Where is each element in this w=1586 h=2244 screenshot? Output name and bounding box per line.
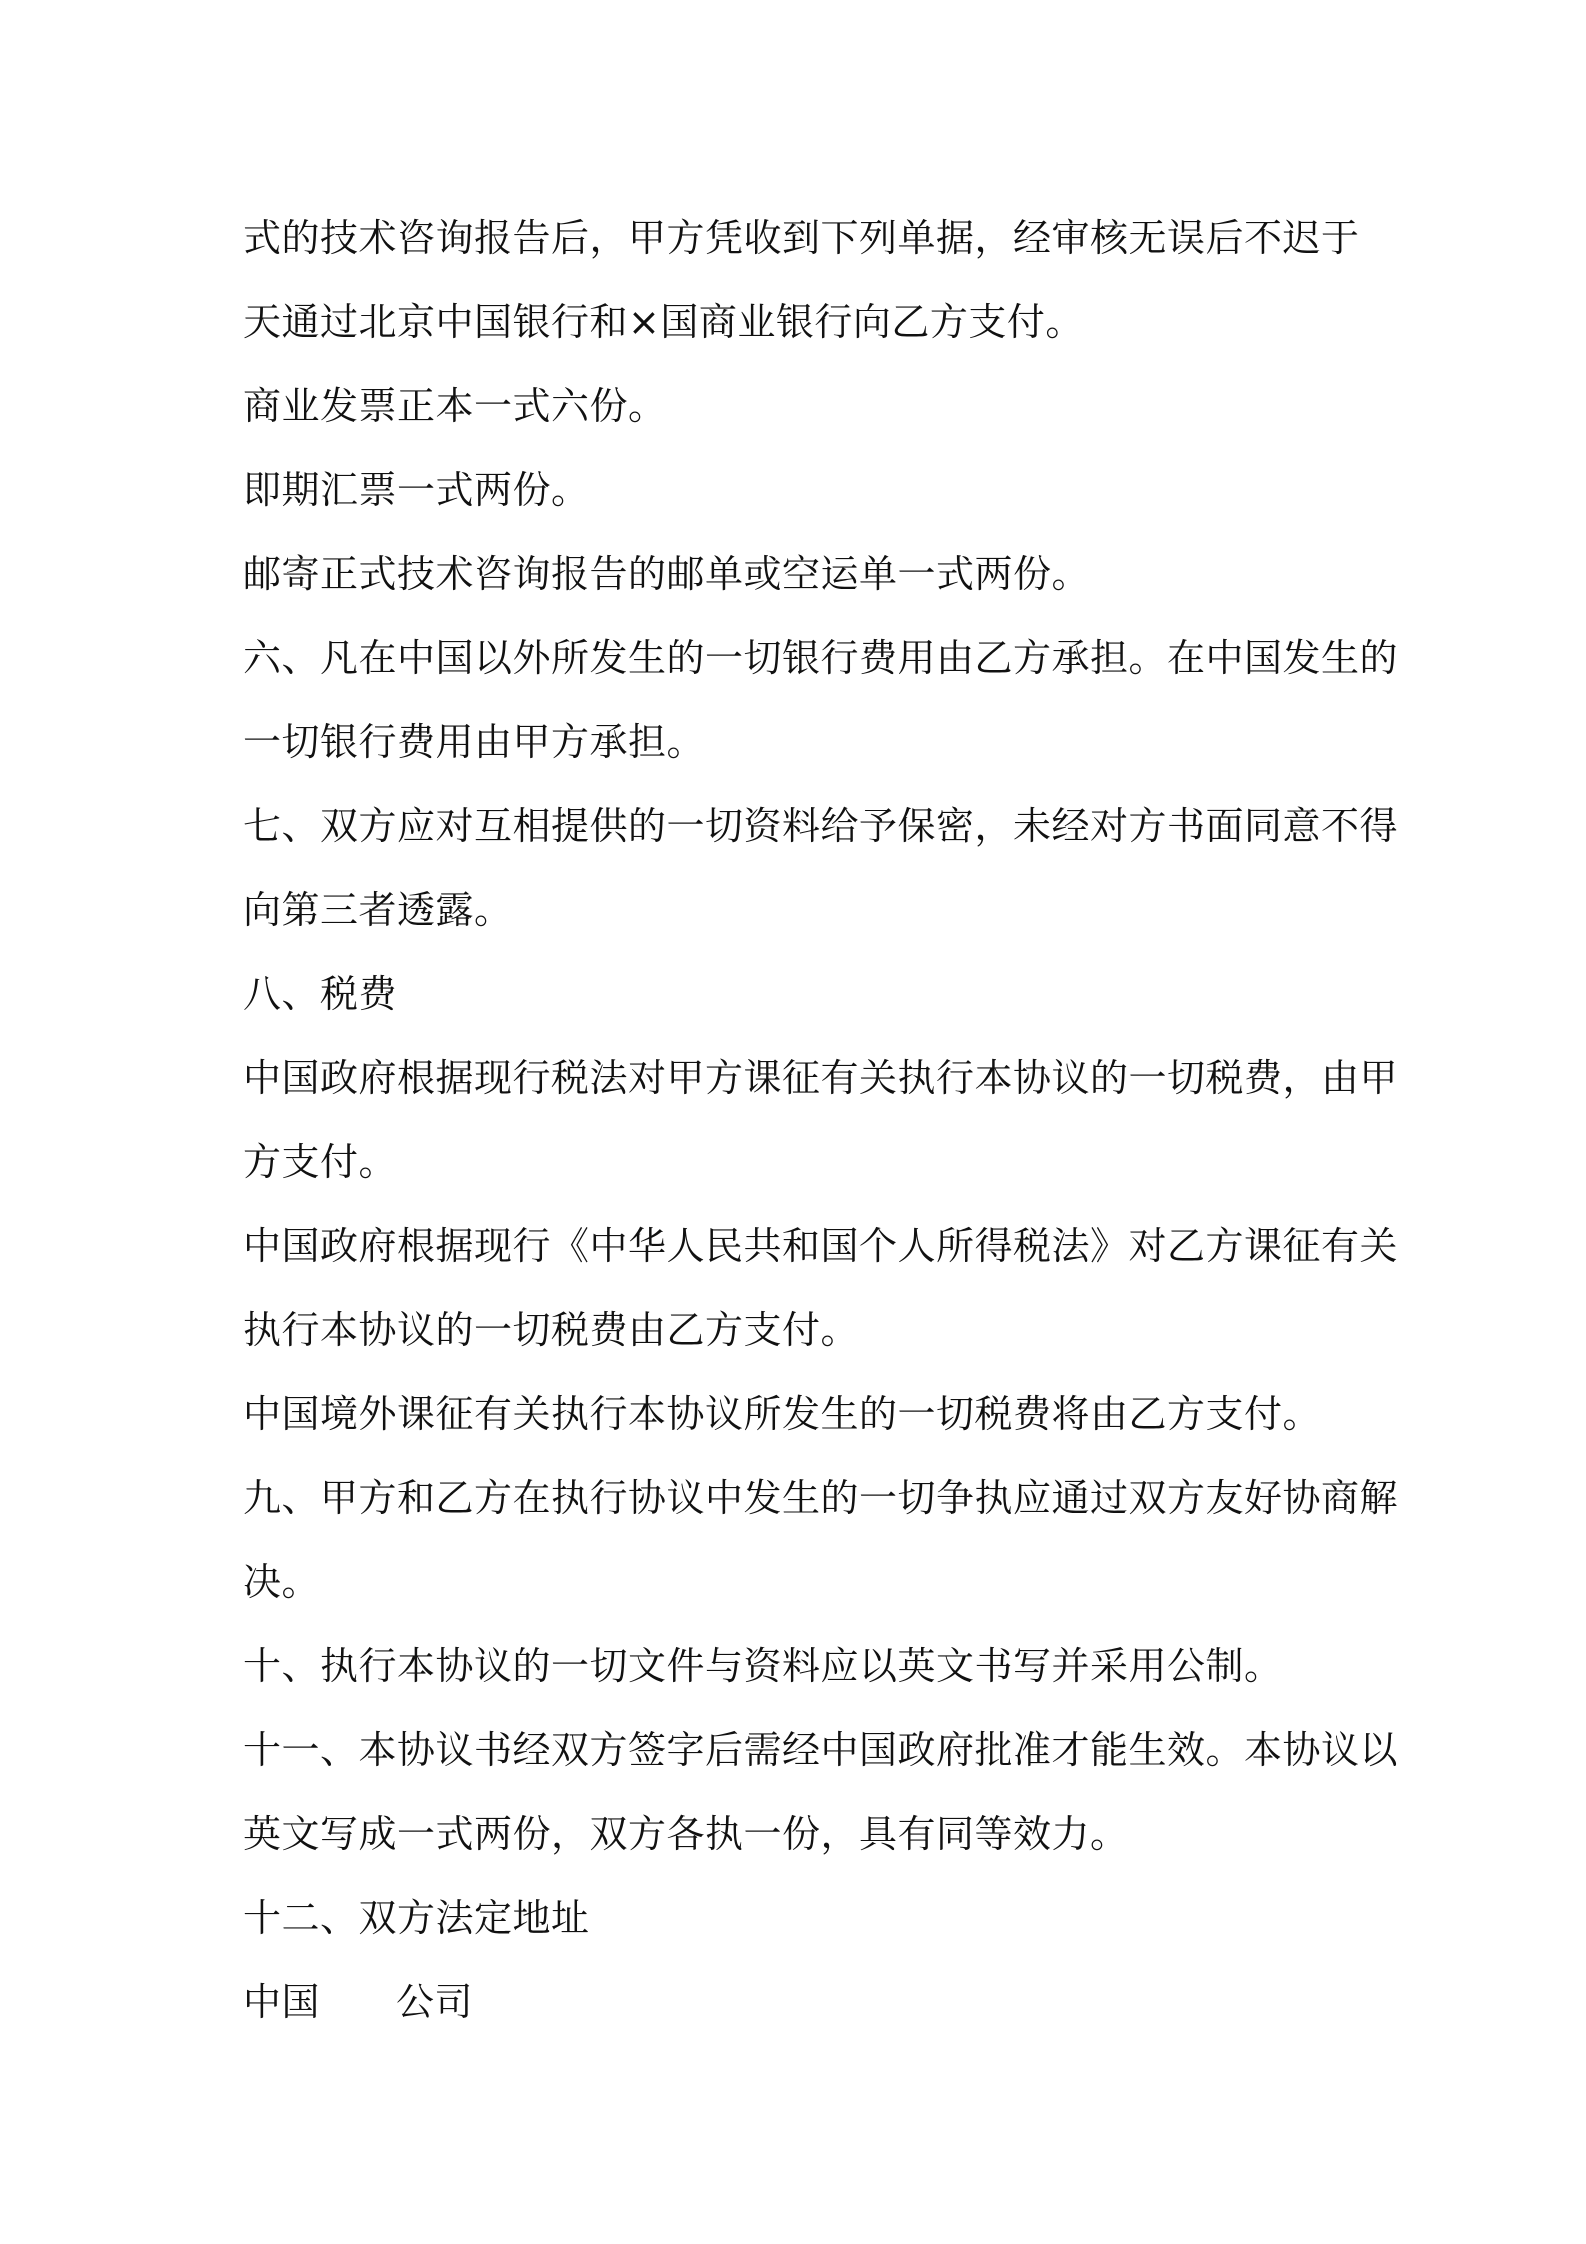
text-line: 向第三者透露。 — [243, 888, 513, 932]
text-line: 执行本协议的一切税费由乙方支付。 — [243, 1308, 860, 1352]
text-line: 一切银行费用由甲方承担。 — [243, 720, 706, 764]
clause-12-heading: 十二、双方法定地址 — [243, 1896, 590, 1940]
clause-7-line: 七、双方应对互相提供的一切资料给予保密，未经对方书面同意不得 — [243, 804, 1399, 848]
text-line: 天通过北京中国银行和×国商业银行向乙方支付。 — [243, 300, 1084, 344]
clause-10-line: 十、执行本协议的一切文件与资料应以英文书写并采用公制。 — [243, 1644, 1283, 1688]
text-line: 中国政府根据现行《中华人民共和国个人所得税法》对乙方课征有关 — [243, 1224, 1399, 1268]
address-company: 公司 — [396, 1980, 474, 2024]
address-line — [243, 1960, 1363, 2044]
clause-6-line: 六、凡在中国以外所发生的一切银行费用由乙方承担。在中国发生的 — [243, 636, 1399, 680]
text-line: 英文写成一式两份，双方各执一份，具有同等效力。 — [243, 1812, 1129, 1856]
text-line: 中国境外课征有关执行本协议所发生的一切税费将由乙方支付。 — [243, 1392, 1322, 1436]
clause-9-line: 九、甲方和乙方在执行协议中发生的一切争执应通过双方友好协商解 — [243, 1476, 1399, 1520]
document-body — [243, 196, 1399, 2044]
clause-8-heading: 八、税费 — [243, 972, 398, 1016]
text-line: 中国政府根据现行税法对甲方课征有关执行本协议的一切税费，由甲 — [243, 1056, 1399, 1100]
text-line: 商业发票正本一式六份。 — [243, 384, 667, 428]
text-line: 邮寄正式技术咨询报告的邮单或空运单一式两份。 — [243, 552, 1091, 596]
text-line: 式的技术咨询报告后，甲方凭收到下列单据，经审核无误后不迟于 — [243, 216, 1360, 260]
text-line: 方支付。 — [243, 1140, 398, 1184]
text-line: 决。 — [243, 1560, 321, 1604]
address-country: 中国 — [243, 1980, 321, 2024]
clause-11-line: 十一、本协议书经双方签字后需经中国政府批准才能生效。本协议以 — [243, 1728, 1399, 1772]
text-line: 即期汇票一式两份。 — [243, 468, 590, 512]
